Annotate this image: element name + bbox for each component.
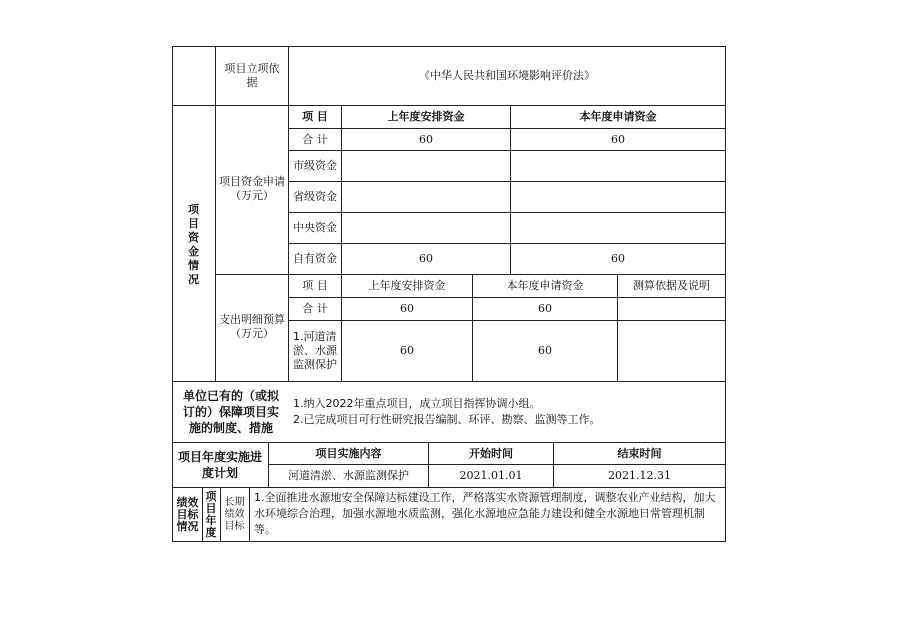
schedule-header-content: 项目实施内容 <box>315 446 382 460</box>
application-header-last-year: 上年度安排资金 <box>387 110 465 123</box>
expenditure-row-1-item: 1.河道清淤、水源监测保护 <box>293 330 337 371</box>
basis-value: 《中华人民共和国环境影响评价法》 <box>419 69 595 82</box>
expenditure-header-item: 项 目 <box>302 279 328 292</box>
expenditure-header-last-year: 上年度安排资金 <box>368 279 446 292</box>
funds-section-label: 项目资金情况 <box>188 203 199 286</box>
table-border-bottom <box>172 541 726 542</box>
performance-outer-label: 绩效目标情况 <box>176 495 199 533</box>
expenditure-row-total-item: 合 计 <box>302 302 328 315</box>
application-row-central-last-year <box>342 213 510 243</box>
performance-inner-label: 长期绩效目标 <box>224 496 245 532</box>
application-row-province-last-year <box>342 182 510 212</box>
application-row-total-this-year: 60 <box>611 132 625 146</box>
application-header-item: 项 目 <box>302 110 328 123</box>
measures-line-1: 1.纳入2022年重点项目，成立项目指挥协调小组。 <box>293 397 541 410</box>
application-row-own-last-year: 60 <box>419 252 433 265</box>
performance-mid-label: 项目年度 <box>205 490 217 539</box>
table-border-right <box>725 46 726 542</box>
application-row-province-this-year <box>511 182 725 212</box>
table-border-left <box>172 46 173 542</box>
expenditure-row-1-this-year: 60 <box>538 344 552 357</box>
expenditure-row-1-note <box>618 321 725 381</box>
application-header-this-year: 本年度申请资金 <box>579 110 657 123</box>
basis-label: 项目立项依据 <box>224 62 280 89</box>
schedule-row-start: 2021.01.01 <box>459 469 523 482</box>
application-row-total-last-year: 60 <box>419 132 433 146</box>
performance-text: 1.全面推进水源地安全保障达标建设工作，严格落实水资源管理制度，调整农业产业结构，加大水环境综合治理，加强水源地水质监测，强化水源地应急能力建设和健全水源地日常管理机制等。 <box>254 491 716 536</box>
schedule-row-content: 河道清淤、水源监测保护 <box>288 469 409 482</box>
expenditure-row-total-note <box>618 298 725 320</box>
expenditure-row-1-last-year: 60 <box>400 344 414 357</box>
expenditure-header-note: 测算依据及说明 <box>633 279 710 292</box>
application-row-own-this-year: 60 <box>611 252 625 265</box>
measures-line-2: 2.已完成项目可行性研究报告编制、环评、勘察、监测等工作。 <box>293 413 601 426</box>
funds-application-label: 项目资金申请（万元） <box>219 175 285 202</box>
schedule-label: 项目年度实施进度计划 <box>177 450 262 480</box>
expenditure-row-total-last-year: 60 <box>400 302 414 315</box>
expenditure-header-this-year: 本年度申请资金 <box>506 279 584 292</box>
schedule-header-start: 开始时间 <box>469 446 513 460</box>
application-row-city-this-year <box>511 151 725 181</box>
application-row-central-this-year <box>511 213 725 243</box>
application-row-total-item: 合 计 <box>302 132 328 146</box>
measures-label: 单位已有的（或拟订的）保障项目实施的制度、措施 <box>182 389 279 435</box>
application-row-own-item: 自有资金 <box>293 252 337 265</box>
application-row-city-last-year <box>342 151 510 181</box>
schedule-header-end: 结束时间 <box>617 446 662 460</box>
application-row-city-item: 市级资金 <box>293 159 337 172</box>
expenditure-row-total-this-year: 60 <box>538 302 552 315</box>
funds-expenditure-label: 支出明细预算（万元） <box>219 313 285 340</box>
table-border-top <box>172 46 726 47</box>
application-row-province-item: 省级资金 <box>293 190 337 203</box>
schedule-row-end: 2021.12.31 <box>608 469 671 482</box>
application-row-central-item: 中央资金 <box>293 221 337 234</box>
